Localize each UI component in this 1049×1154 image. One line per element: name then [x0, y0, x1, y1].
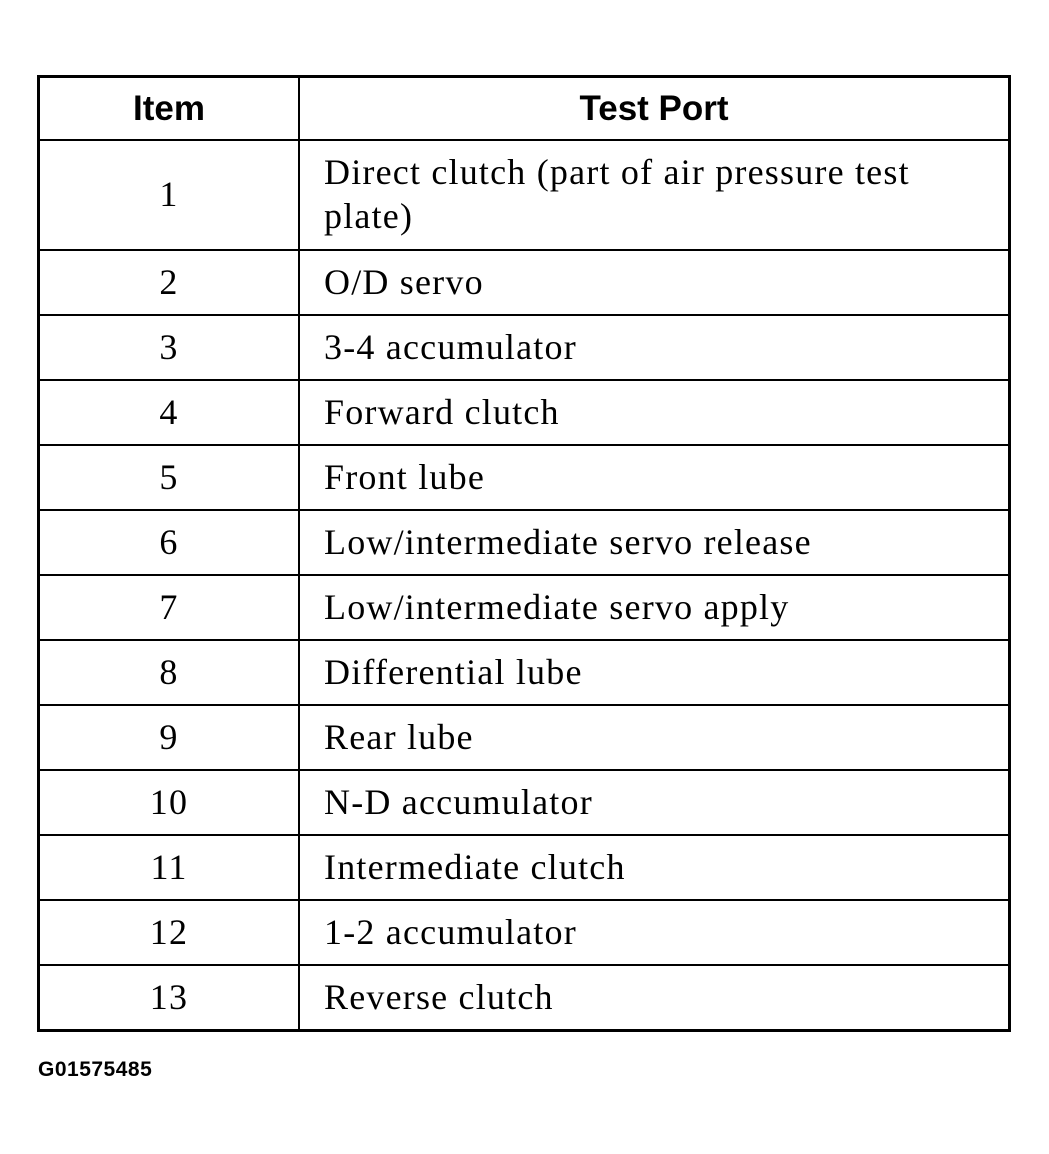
- table-row: [40, 510, 1008, 575]
- test-port-name: Low/intermediate servo release: [299, 510, 1008, 575]
- table-row: [40, 575, 1008, 640]
- item-number: 8: [40, 640, 299, 705]
- table-row: [40, 770, 1008, 835]
- table-row: [40, 315, 1008, 380]
- test-port-name: Forward clutch: [299, 380, 1008, 445]
- item-number: 10: [40, 770, 299, 835]
- item-number: 12: [40, 900, 299, 965]
- item-number: 9: [40, 705, 299, 770]
- test-port-name: Low/intermediate servo apply: [299, 575, 1008, 640]
- test-port-grid: [40, 78, 1008, 1029]
- test-port-name: O/D servo: [299, 250, 1008, 315]
- item-number: 11: [40, 835, 299, 900]
- item-number: 13: [40, 965, 299, 1029]
- table-row: [40, 250, 1008, 315]
- table-row: [40, 380, 1008, 445]
- test-port-name: 3-4 accumulator: [299, 315, 1008, 380]
- table-row: [40, 835, 1008, 900]
- item-number: 2: [40, 250, 299, 315]
- table-row: [40, 140, 1008, 250]
- test-port-name: Direct clutch (part of air pressure test plate): [299, 140, 1008, 250]
- test-port-table: [37, 75, 1011, 1032]
- table-row: [40, 445, 1008, 510]
- figure-id: G01575485: [38, 1058, 153, 1081]
- test-port-name: N-D accumulator: [299, 770, 1008, 835]
- table-row: [40, 965, 1008, 1029]
- item-number: 4: [40, 380, 299, 445]
- test-port-name: 1-2 accumulator: [299, 900, 1008, 965]
- item-number: 3: [40, 315, 299, 380]
- header-item: Item: [40, 78, 299, 140]
- table-row: [40, 705, 1008, 770]
- item-number: 1: [40, 140, 299, 250]
- item-number: 5: [40, 445, 299, 510]
- test-port-name: Rear lube: [299, 705, 1008, 770]
- item-number: 7: [40, 575, 299, 640]
- header-test-port: Test Port: [299, 78, 1008, 140]
- table-row: [40, 900, 1008, 965]
- test-port-name: Differential lube: [299, 640, 1008, 705]
- item-number: 6: [40, 510, 299, 575]
- table-row: [40, 640, 1008, 705]
- test-port-name: Front lube: [299, 445, 1008, 510]
- test-port-name: Reverse clutch: [299, 965, 1008, 1029]
- test-port-name: Intermediate clutch: [299, 835, 1008, 900]
- table-header-row: [40, 78, 1008, 140]
